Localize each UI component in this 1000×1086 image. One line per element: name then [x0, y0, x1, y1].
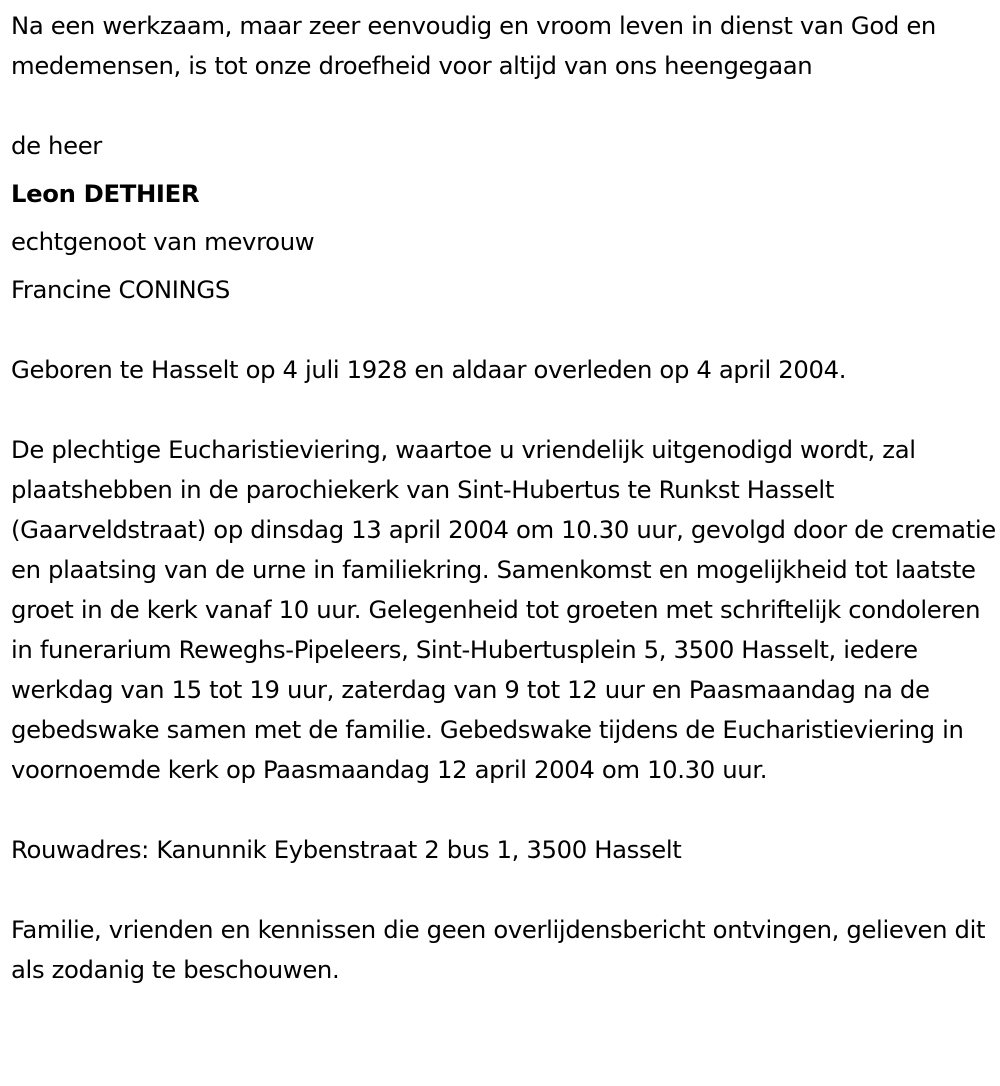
obituary-document	[11, 6, 996, 990]
relation-text: echtgenoot van mevrouw	[11, 227, 315, 256]
closing-paragraph: Familie, vrienden en kennissen die geen overlijdensbericht ontvingen, gelieven dit als zodanig te beschouwen.	[11, 915, 986, 984]
deceased-name: Leon DETHIER	[11, 179, 200, 208]
mourning-address: Rouwadres: Kanunnik Eybenstraat 2 bus 1, 3500 Hasselt	[11, 835, 682, 864]
spouse-name: Francine CONINGS	[11, 275, 230, 304]
ceremony-paragraph: De plechtige Eucharistieviering, waartoe u vriendelijk uitgenodigd wordt, zal plaatshebben in de parochiekerk van Sint-Hubertus te Runkst Hasselt (Gaarveldstraat) op dinsdag 13 april 2004 om 10.30 uur, gevolgd door de crematie en plaatsing van de urne in familiekring. Samenkomst en mogelijkheid tot laatste groet in de kerk vanaf 10 uur. Gelegenheid tot groeten met schriftelijk condoleren in funerarium Reweghs-Pipeleers, Sint-Hubertusplein 5, 3500 Hasselt, iedere werkdag van 15 tot 19 uur, zaterdag van 9 tot 12 uur en Paasmaandag na de gebedswake samen met de familie. Gebedswake tijdens de Eucharistieviering in voornoemde kerk op Paasmaandag 12 april 2004 om 10.30 uur.	[11, 435, 996, 784]
intro-paragraph: Na een werkzaam, maar zeer eenvoudig en vroom leven in dienst van God en medemensen, is tot onze droefheid voor altijd van ons heengegaan	[11, 11, 936, 80]
salutation: de heer	[11, 131, 102, 160]
birth-death-paragraph: Geboren te Hasselt op 4 juli 1928 en aldaar overleden op 4 april 2004.	[11, 355, 847, 384]
